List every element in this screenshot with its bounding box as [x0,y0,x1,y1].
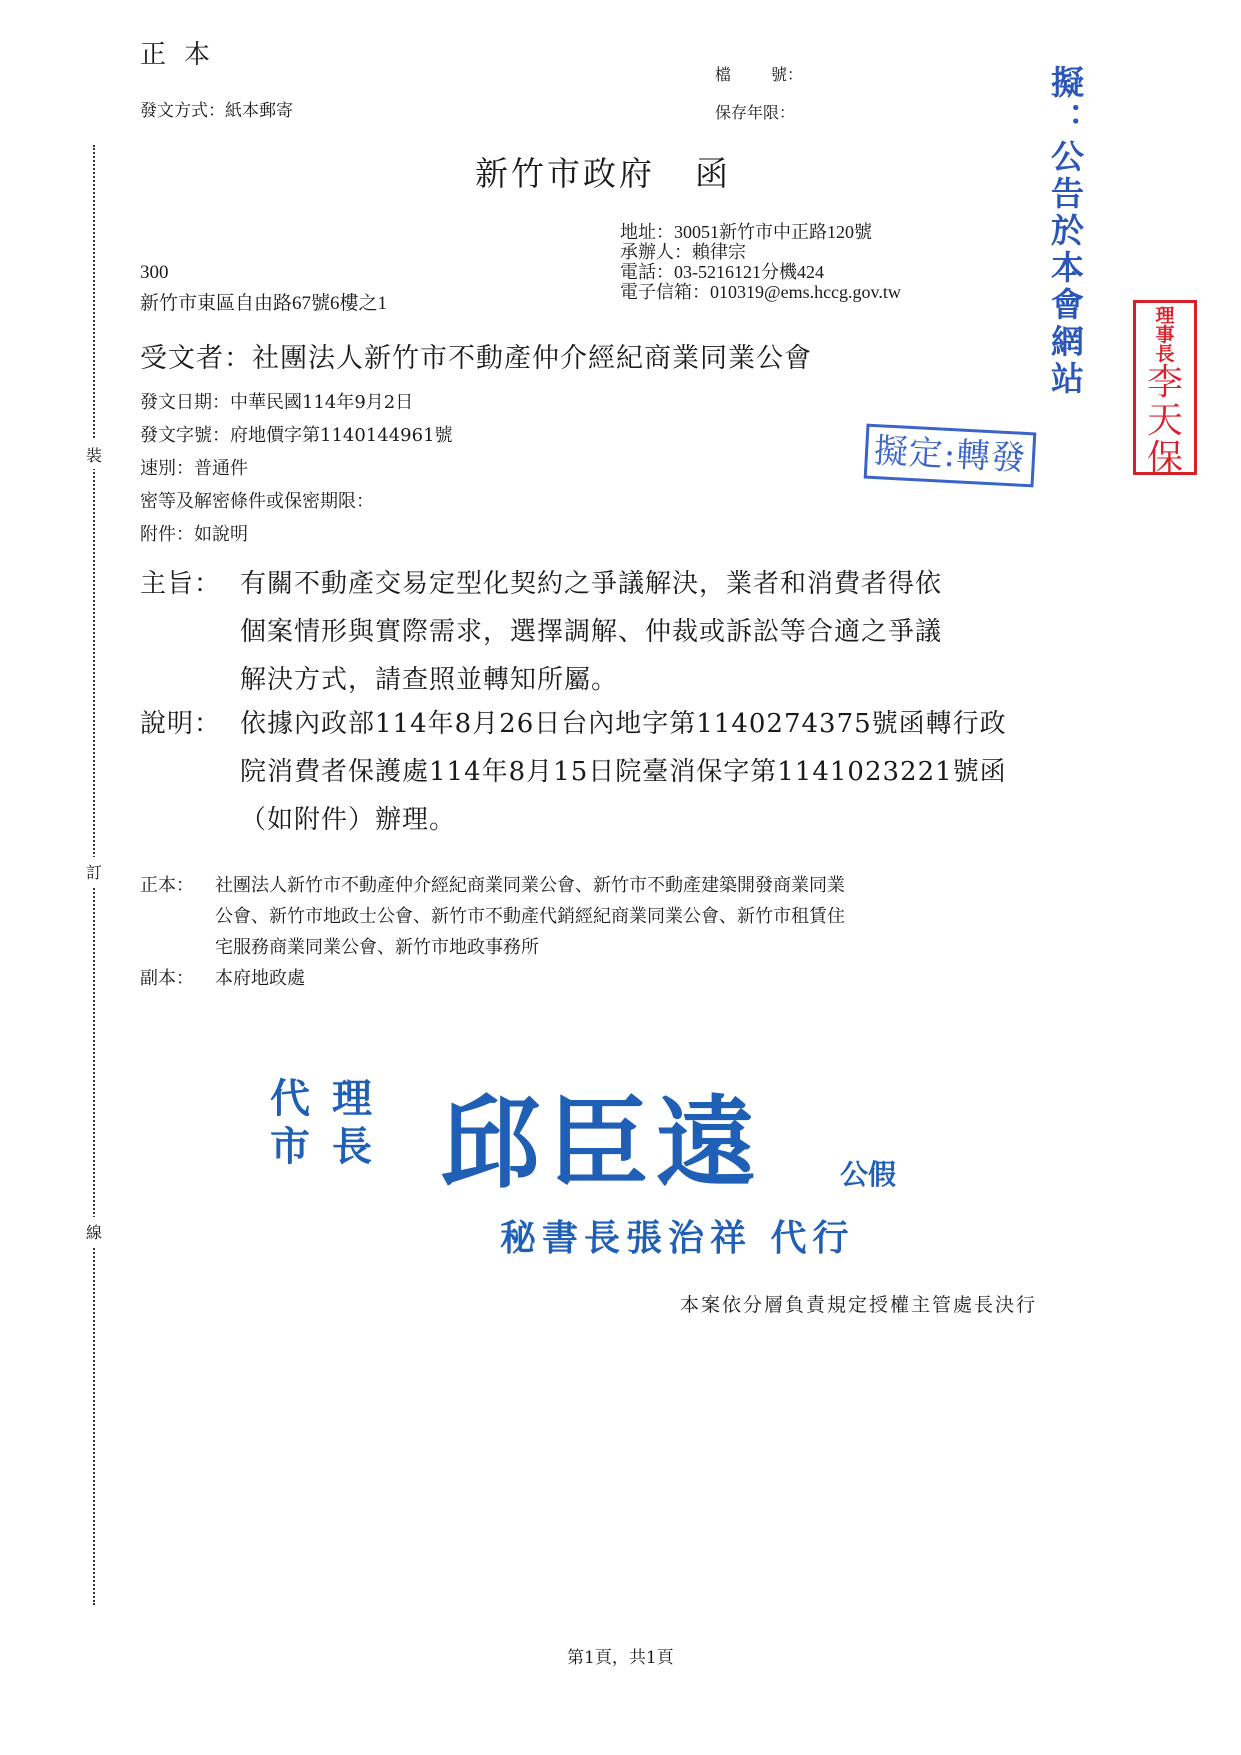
send-method: 發文方式：紙本郵寄 [140,101,293,121]
seal-char: 理 [1155,305,1175,327]
agency-name: 新竹市政府 [475,154,655,193]
signature-leave-note: 公假 [840,1158,897,1191]
seal-char: 事 [1155,324,1175,346]
distribution-section [140,870,1215,994]
page-number: 第1頁，共1頁 [567,1648,674,1668]
sender-address: 地址：30051新竹市中正路120號 [620,222,872,242]
seal-char: 保 [1146,438,1183,479]
explanation-line: （如附件）辦理。 [240,805,457,835]
delegation-note: 本案依分層負責規定授權主管處長決行 [680,1294,1038,1316]
document-type: 函 [695,154,731,193]
explanation-label: 說明： [140,709,222,739]
chairman-seal [1133,300,1197,479]
retention-period-field: 保存年限： [715,103,796,122]
file-number-label-2: 號： [771,65,804,84]
forward-stamp: 擬定:轉發 [864,424,1037,488]
document-meta [140,386,453,551]
signature-role-line2: 市長 [270,1123,394,1170]
recipient-address: 新竹市東區自由路67號6樓之1 [140,293,388,314]
explanation-line: 院消費者保護處114年8月15日院臺消保字第1141023221號函 [240,757,1007,787]
copy-type-label: 正本 [140,40,229,70]
issue-date: 發文日期：中華民國114年9月2日 [140,392,414,413]
signature-role [270,1075,400,1171]
subject-label: 主旨： [140,569,222,599]
sender-handler: 承辦人：賴律宗 [620,242,746,262]
subject-section [140,560,1240,704]
seal-char: 天 [1146,400,1183,441]
original-recipients-line: 宅服務商業同業公會、新竹市地政事務所 [215,937,539,958]
confidentiality: 密等及解密條件或保密期限： [140,491,374,512]
copy-recipients: 本府地政處 [215,968,305,989]
file-number-label-1: 檔 [715,65,732,84]
signature-proxy: 秘書長張治祥 代行 [500,1217,855,1259]
copy-recipients-label: 副本： [140,968,194,989]
original-recipients-line: 社團法人新竹市不動產仲介經紀商業同業公會、新竹市不動產建築開發商業同業 [215,875,845,896]
seal-char: 長 [1155,343,1175,365]
signature-name: 邱臣遠 [440,1084,764,1202]
explanation-section [140,700,1240,844]
original-recipients-line: 公會、新竹市地政士公會、新竹市不動產代銷經紀商業同業公會、新竹市租賃住 [215,906,845,927]
subject-line: 個案情形與實際需求，選擇調解、仲裁或訴訟等合適之爭議 [240,617,943,647]
notice-stamp: 擬：公告於本會網站 [1046,65,1085,398]
binding-mark-bottom: 線 [83,1217,105,1246]
sender-phone: 電話：03-5216121分機424 [620,262,824,282]
recipient-line: 受文者：社團法人新竹市不動產仲介經紀商業同業公會 [140,343,812,374]
signature-role-line1: 代理 [270,1075,394,1122]
sender-email: 電子信箱：010319@ems.hccg.gov.tw [620,282,901,302]
subject-line: 解決方式，請查照並轉知所屬。 [240,665,619,695]
document-number: 發文字號：府地價字第1140144961號 [140,425,453,446]
document-title [475,148,731,195]
file-number-field [715,62,803,85]
explanation-line: 依據內政部114年8月26日台內地字第1140274375號函轉行政 [240,709,1007,739]
original-recipients-label: 正本： [140,875,194,896]
sender-contact-block [620,222,901,302]
binding-mark-top: 裝 [83,440,105,469]
binding-mark-middle: 訂 [83,857,105,886]
seal-char: 李 [1146,362,1183,403]
delivery-speed: 速別：普通件 [140,458,248,479]
attachment: 附件：如說明 [140,524,248,545]
subject-line: 有關不動產交易定型化契約之爭議解決，業者和消費者得依 [240,569,943,599]
recipient-zip: 300 [140,262,169,283]
